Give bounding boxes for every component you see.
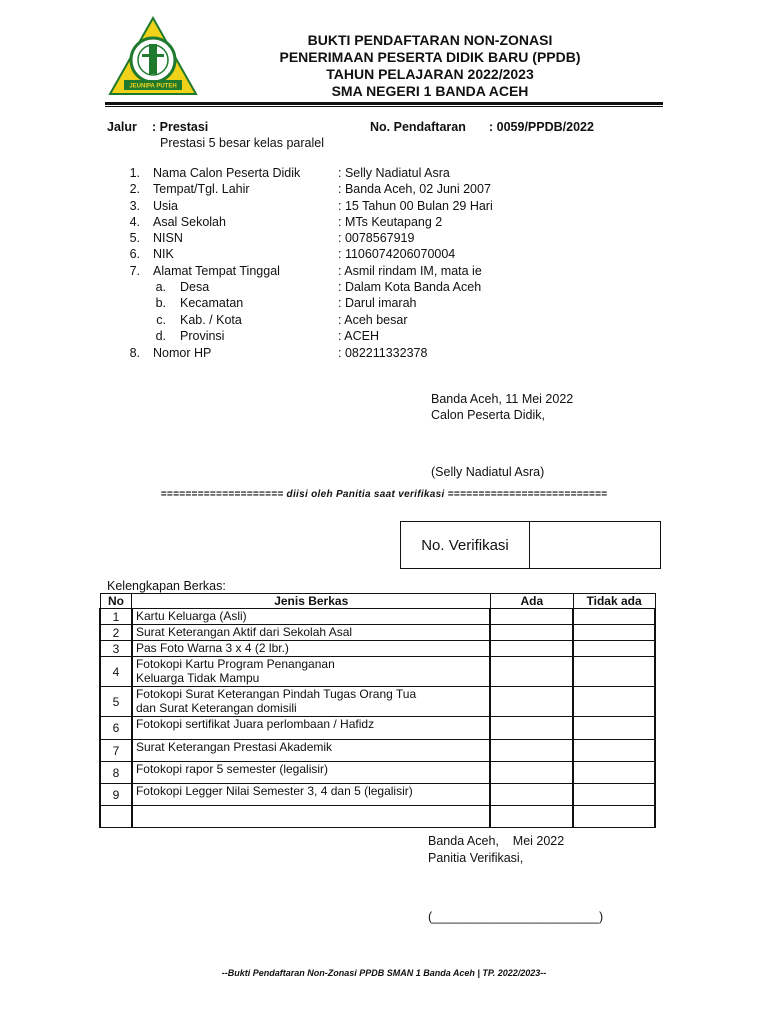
row-text-line2: Keluarga Tidak Mampu — [135, 671, 260, 685]
ada-cell[interactable] — [490, 717, 573, 740]
empty-cell — [100, 806, 132, 828]
ada-cell[interactable] — [490, 625, 573, 641]
jalur-sub: Prestasi 5 besar kelas paralel — [160, 136, 324, 150]
field-number: d. — [155, 329, 166, 343]
jalur-value: : Prestasi — [152, 120, 209, 134]
row-text: Pas Foto Warna 3 x 4 (2 lbr.) — [132, 641, 491, 657]
field-label: Nama Calon Peserta Didik — [153, 166, 301, 180]
field-value: : Selly Nadiatul Asra — [338, 166, 450, 180]
applicant-role: Calon Peserta Didik, — [431, 408, 545, 422]
field-number: 7. — [129, 264, 140, 278]
doc-title-line3: TAHUN PELAJARAN 2022/2023 — [326, 66, 534, 82]
field-label: Asal Sekolah — [153, 215, 226, 229]
row-number: 7 — [100, 740, 132, 762]
field-label: Usia — [153, 199, 179, 213]
verification-separator: ==================== diisi oleh Panitia saat verifikasi ========================== — [160, 489, 608, 500]
committee-name: (________________________) — [428, 910, 604, 924]
table-row — [100, 625, 655, 641]
verification-label: No. Verifikasi — [401, 522, 530, 568]
field-label: Provinsi — [180, 329, 225, 343]
tidak-ada-cell[interactable] — [573, 657, 655, 687]
header-rule — [105, 102, 663, 105]
row-number: 1 — [100, 609, 132, 625]
row-number: 8 — [100, 762, 132, 784]
registration-value: : 0059/PPDB/2022 — [489, 120, 594, 134]
field-number: 3. — [129, 199, 140, 213]
header-rule-thin — [105, 106, 663, 107]
field-value: : 0078567919 — [338, 231, 415, 245]
table-row — [100, 687, 655, 717]
field-number: 2. — [129, 182, 140, 196]
empty-cell[interactable] — [573, 806, 655, 828]
committee-role: Panitia Verifikasi, — [428, 851, 524, 865]
committee-place-date: Banda Aceh, Mei 2022 — [428, 834, 565, 848]
field-value: : Dalam Kota Banda Aceh — [338, 280, 482, 294]
row-text: Kartu Keluarga (Asli) — [132, 609, 491, 625]
col-header-ada: Ada — [490, 594, 573, 609]
row-number: 2 — [100, 625, 132, 641]
row-number: 3 — [100, 641, 132, 657]
col-header-jenis: Jenis Berkas — [132, 594, 491, 609]
table-row-empty — [100, 806, 655, 828]
field-value: : MTs Keutapang 2 — [338, 215, 443, 229]
field-number: 8. — [129, 346, 140, 360]
school-logo — [108, 16, 198, 96]
col-header-tidak-ada: Tidak ada — [573, 594, 655, 609]
row-number: 4 — [100, 657, 132, 687]
tidak-ada-cell[interactable] — [573, 762, 655, 784]
table-row — [100, 641, 655, 657]
field-value: : 15 Tahun 00 Bulan 29 Hari — [338, 199, 493, 213]
table-row — [100, 717, 655, 740]
tidak-ada-cell[interactable] — [573, 609, 655, 625]
tidak-ada-cell[interactable] — [573, 717, 655, 740]
field-value: : Aceh besar — [338, 313, 408, 327]
field-number: a. — [155, 280, 166, 294]
row-text: Surat Keterangan Aktif dari Sekolah Asal — [132, 625, 491, 641]
row-text: Fotokopi rapor 5 semester (legalisir) — [132, 762, 491, 784]
row-text: Fotokopi sertifikat Juara perlombaan / Hafidz — [132, 717, 491, 740]
jalur-label: Jalur — [107, 120, 137, 134]
ada-cell[interactable] — [490, 687, 573, 717]
tidak-ada-cell[interactable] — [573, 784, 655, 806]
table-row — [100, 609, 655, 625]
table-header-row — [100, 594, 655, 609]
field-value: : Banda Aceh, 02 Juni 2007 — [338, 182, 491, 196]
tidak-ada-cell[interactable] — [573, 625, 655, 641]
field-value: : ACEH — [338, 329, 379, 343]
row-text: Fotokopi Legger Nilai Semester 3, 4 dan 5 (legalisir) — [132, 784, 491, 806]
doc-title-line2: PENERIMAAN PESERTA DIDIK BARU (PPDB) — [279, 49, 581, 65]
ada-cell[interactable] — [490, 657, 573, 687]
row-text — [132, 657, 491, 687]
field-number: c. — [156, 313, 166, 327]
field-value: : Darul imarah — [338, 296, 417, 310]
berkas-table — [99, 593, 656, 828]
field-value: : 082211332378 — [338, 346, 428, 360]
field-label: Desa — [180, 280, 210, 294]
ada-cell[interactable] — [490, 740, 573, 762]
field-number: 5. — [129, 231, 140, 245]
row-number: 5 — [100, 687, 132, 717]
field-number: 6. — [129, 247, 140, 261]
tidak-ada-cell[interactable] — [573, 687, 655, 717]
applicant-place-date: Banda Aceh, 11 Mei 2022 — [431, 392, 574, 406]
field-number: 4. — [129, 215, 140, 229]
empty-cell[interactable] — [132, 806, 491, 828]
table-row — [100, 784, 655, 806]
ada-cell[interactable] — [490, 784, 573, 806]
svg-text:JEUNIPA PUTEH: JEUNIPA PUTEH — [129, 83, 177, 90]
ada-cell[interactable] — [490, 609, 573, 625]
applicant-name: (Selly Nadiatul Asra) — [431, 465, 545, 479]
row-text: Surat Keterangan Prestasi Akademik — [132, 740, 491, 762]
field-label: Nomor HP — [153, 346, 212, 360]
row-text-line2: dan Surat Keterangan domisili — [135, 701, 297, 715]
row-text-line1: Fotokopi Kartu Program Penanganan — [135, 657, 335, 671]
tidak-ada-cell[interactable] — [573, 641, 655, 657]
field-label: NISN — [153, 231, 183, 245]
field-label: Kab. / Kota — [180, 313, 242, 327]
field-label: Tempat/Tgl. Lahir — [153, 182, 250, 196]
row-number: 9 — [100, 784, 132, 806]
table-row — [100, 740, 655, 762]
berkas-title: Kelengkapan Berkas: — [107, 579, 226, 593]
field-value: : Asmil rindam IM, mata ie — [338, 264, 482, 278]
row-text-line1: Fotokopi Surat Keterangan Pindah Tugas Orang Tua — [135, 687, 417, 701]
ada-cell[interactable] — [490, 641, 573, 657]
doc-title-line1: BUKTI PENDAFTARAN NON-ZONASI — [307, 32, 553, 48]
field-number: b. — [155, 296, 166, 310]
row-text — [132, 687, 491, 717]
col-header-no: No — [100, 594, 132, 609]
field-number: 1. — [129, 166, 140, 180]
tidak-ada-cell[interactable] — [573, 740, 655, 762]
registration-label: No. Pendaftaran — [370, 120, 466, 134]
field-label: NIK — [153, 247, 174, 261]
doc-title-line4: SMA NEGERI 1 BANDA ACEH — [331, 83, 529, 99]
field-label: Alamat Tempat Tinggal — [153, 264, 280, 278]
table-row — [100, 657, 655, 687]
table-row — [100, 762, 655, 784]
row-number: 6 — [100, 717, 132, 740]
verification-box — [400, 521, 661, 569]
ada-cell[interactable] — [490, 762, 573, 784]
field-label: Kecamatan — [180, 296, 244, 310]
field-value: : 1106074206070004 — [338, 247, 456, 261]
empty-cell[interactable] — [490, 806, 573, 828]
page-footer: --Bukti Pendaftaran Non-Zonasi PPDB SMAN 1 Banda Aceh | TP. 2022/2023-- — [221, 968, 547, 978]
